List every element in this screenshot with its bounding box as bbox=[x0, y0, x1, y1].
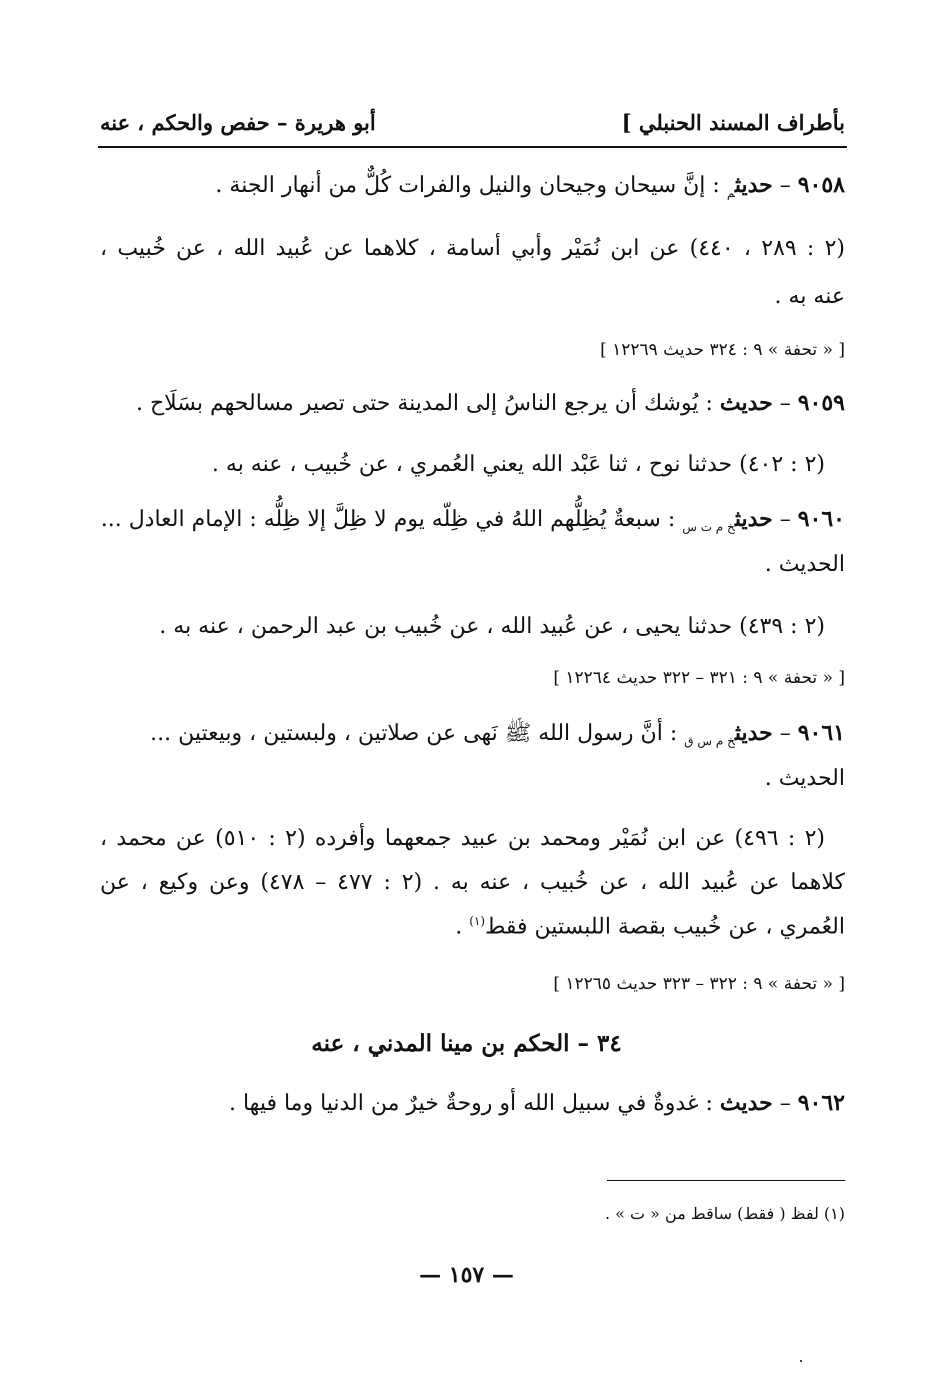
hadith-matn: : سبعةٌ يُظِلُّهم اللهُ في ظِلّه يوم لا ظِلَّ إلا ظِلُّه : الإمام العادل ... bbox=[100, 507, 676, 532]
hadith-9060-text-1: ٩٠٦٠ – حديث$_{خ م ت س}$ : سبعةٌ يُظِلُّهم اللهُ في ظِلّه يوم لا ظِلَّ إلا ظِلُّه : الإمام العادل ... bbox=[100, 506, 845, 535]
footnote-rule bbox=[607, 1180, 845, 1181]
hadith-9058-tuhfa-ref: [ « تحفة » ٩ : ٣٢٤ حديث ١٢٢٦٩ ] bbox=[600, 340, 845, 360]
header-rule bbox=[98, 146, 847, 148]
hadith-9062-text: ٩٠٦٢ – حديث : غدوةٌ في سبيل الله أو روحةٌ خيرٌ من الدنيا وما فيها . bbox=[228, 1090, 845, 1116]
hadith-keyword: حديث bbox=[734, 720, 773, 746]
hadith-number: ٩٠٦٠ bbox=[797, 506, 845, 532]
source-sigla: خ م ت س bbox=[682, 520, 735, 535]
hadith-9060-tuhfa-ref: [ « تحفة » ٩ : ٣٢١ – ٣٢٢ حديث ١٢٢٦٤ ] bbox=[553, 668, 845, 688]
hadith-matn: : غدوةٌ في سبيل الله أو روحةٌ خيرٌ من الدنيا وما فيها . bbox=[228, 1091, 713, 1116]
hadith-keyword: حديث bbox=[719, 390, 773, 416]
hadith-9058-isnad-2: عنه به . bbox=[774, 284, 845, 309]
hadith-9060-text-2: الحديث . bbox=[764, 552, 845, 577]
hadith-9061-isnad-1: (٢ : ٤٩٦) عن ابن نُمَيْر ومحمد بن عبيد جمعهما وأفرده (٢ : ٥١٠) عن محمد ، bbox=[100, 826, 825, 851]
hadith-number: ٩٠٥٩ bbox=[797, 390, 845, 416]
hadith-9059-isnad: (٢ : ٤٠٢) حدثنا نوح ، ثنا عَبْد الله يعني العُمري ، عن خُبيب ، عنه به . bbox=[211, 452, 825, 477]
running-head bbox=[100, 104, 845, 140]
hadith-number: ٩٠٥٨ bbox=[797, 172, 845, 198]
hadith-number: ٩٠٦١ bbox=[797, 720, 845, 746]
hadith-9058-text: ٩٠٥٨ – حديث$_م$ : إنَّ سيحان وجيحان والنيل والفرات كُلٌّ من أنهار الجنة . bbox=[215, 172, 845, 201]
hadith-9061-text-1: ٩٠٦١ – حديث$_{خ م س ق}$ : أنَّ رسول الله ﷺ نَهى عن صلاتين ، ولبستين ، وبيعتين ... bbox=[150, 720, 845, 749]
scan-speck bbox=[800, 1360, 802, 1362]
hadith-matn: : إنَّ سيحان وجيحان والنيل والفرات كُلٌّ من أنهار الجنة . bbox=[215, 173, 720, 198]
hadith-9061-isnad-3 bbox=[100, 914, 845, 941]
page-number: — ١٥٧ — bbox=[419, 1262, 514, 1288]
hadith-keyword: حديث bbox=[734, 506, 773, 532]
hadith-matn: : أنَّ رسول الله ﷺ نَهى عن صلاتين ، ولبستين ، وبيعتين ... bbox=[150, 721, 678, 746]
running-head-right: بأطراف المسند الحنبلي ] bbox=[621, 109, 845, 135]
hadith-9061-isnad-2: كلاهما عن عُبيد الله ، عن خُبيب ، عنه به . (٢ : ٤٧٧ – ٤٧٨) وعن وكيع ، عن bbox=[100, 870, 845, 895]
hadith-matn: : يُوشك أن يرجع الناسُ إلى المدينة حتى تصير مسالحهم بسَلَاح . bbox=[135, 391, 713, 416]
footnote: (١) لفظ ( فقط) ساقط من « ت » . bbox=[604, 1204, 845, 1223]
footnote-marker[interactable]: (١) bbox=[469, 914, 486, 928]
source-sigla: خ م س ق bbox=[684, 734, 735, 749]
isnad-text: العُمري ، عن خُبيب بقصة اللبستين فقط bbox=[485, 914, 845, 940]
section-title: ٣٤ – الحكم بن مينا المدني ، عنه bbox=[311, 1030, 622, 1057]
hadith-keyword: حديث bbox=[719, 1090, 773, 1116]
hadith-9058-isnad-1: (٢ : ٢٨٩ ، ٤٤٠) عن ابن نُمَيْر وأبي أسامة ، كلاهما عن عُبيد الله ، عن خُبيب ، bbox=[100, 236, 845, 261]
hadith-9061-tuhfa-ref: [ « تحفة » ٩ : ٣٢٢ – ٣٢٣ حديث ١٢٢٦٥ ] bbox=[553, 974, 845, 994]
hadith-keyword: حديث bbox=[734, 172, 773, 198]
isnad-end: . bbox=[455, 914, 470, 940]
hadith-9061-text-2: الحديث . bbox=[764, 766, 845, 791]
hadith-9059-text: ٩٠٥٩ – حديث : يُوشك أن يرجع الناسُ إلى المدينة حتى تصير مسالحهم بسَلَاح . bbox=[135, 390, 845, 416]
hadith-number: ٩٠٦٢ bbox=[797, 1090, 845, 1116]
running-head-left: أبو هريرة – حفص والحكم ، عنه bbox=[100, 109, 376, 135]
source-sigla: م bbox=[726, 186, 735, 201]
hadith-9060-isnad: (٢ : ٤٣٩) حدثنا يحيى ، عن عُبيد الله ، عن خُبيب بن عبد الرحمن ، عنه به . bbox=[159, 614, 825, 639]
